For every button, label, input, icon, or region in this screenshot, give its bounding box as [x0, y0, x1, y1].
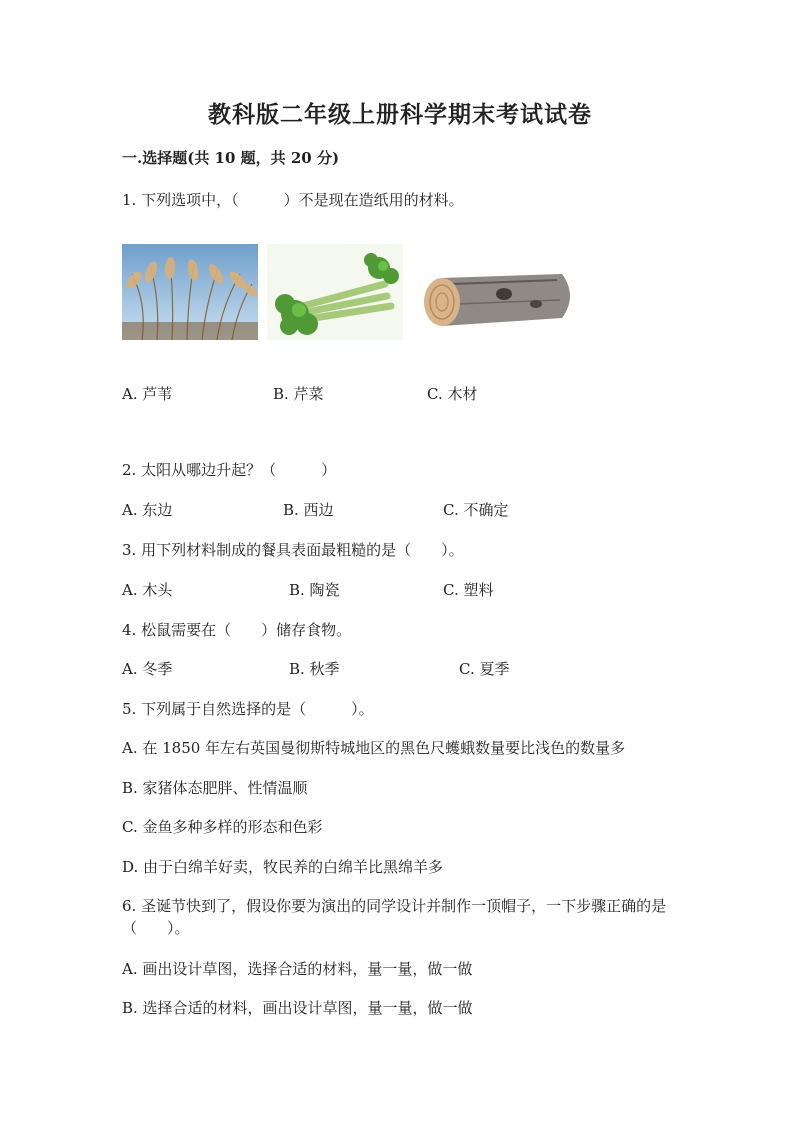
question-3-option-b[interactable]: B. 陶瓷 [289, 581, 340, 599]
section-heading: 一.选择题(共 10 题，共 20 分) [122, 149, 340, 167]
question-5-option-a[interactable]: A. 在 1850 年左右英国曼彻斯特城地区的黑色尺蠖蛾数量要比浅色的数量多 [122, 739, 626, 757]
question-6-option-b[interactable]: B. 选择合适的材料，画出设计草图，量一量，做一做 [122, 999, 473, 1017]
question-4-option-c[interactable]: C. 夏季 [459, 660, 510, 678]
question-2-option-b[interactable]: B. 西边 [283, 501, 334, 519]
question-5-option-d[interactable]: D. 由于白绵羊好卖，牧民养的白绵羊比黑绵羊多 [122, 858, 444, 876]
wood-log-image [412, 244, 576, 340]
question-1-stem: 1. 下列选项中，（ ）不是现在造纸用的材料。 [122, 191, 464, 209]
question-3-option-a[interactable]: A. 木头 [122, 581, 173, 599]
question-6-option-a[interactable]: A. 画出设计草图，选择合适的材料，量一量，做一做 [122, 960, 473, 978]
question-2-option-a[interactable]: A. 东边 [122, 501, 173, 519]
question-2-option-c[interactable]: C. 不确定 [443, 501, 509, 519]
question-2-stem: 2. 太阳从哪边升起？（ ） [122, 461, 337, 479]
question-4-option-b[interactable]: B. 秋季 [289, 660, 340, 678]
question-5-stem: 5. 下列属于自然选择的是（ ）。 [122, 700, 374, 718]
question-1-option-c[interactable]: C. 木材 [427, 385, 478, 403]
question-1-option-b[interactable]: B. 芹菜 [273, 385, 324, 403]
question-3-option-c[interactable]: C. 塑料 [443, 581, 494, 599]
question-5-option-b[interactable]: B. 家猪体态肥胖、性情温顺 [122, 779, 308, 797]
question-4-option-a[interactable]: A. 冬季 [122, 660, 173, 678]
celery-image [267, 244, 403, 340]
question-4-stem: 4. 松鼠需要在（ ）储存食物。 [122, 621, 352, 639]
question-3-stem: 3. 用下列材料制成的餐具表面最粗糙的是（ ）。 [122, 541, 464, 559]
exam-title: 教科版二年级上册科学期末考试试卷 [208, 101, 592, 128]
question-6-stem: 6. 圣诞节快到了，假设你要为演出的同学设计并制作一顶帽子，一下步骤正确的是（ ）。 [122, 897, 667, 937]
question-1-option-a[interactable]: A. 芦苇 [122, 385, 173, 403]
reed-image [122, 244, 258, 340]
question-5-option-c[interactable]: C. 金鱼多种多样的形态和色彩 [122, 818, 323, 836]
